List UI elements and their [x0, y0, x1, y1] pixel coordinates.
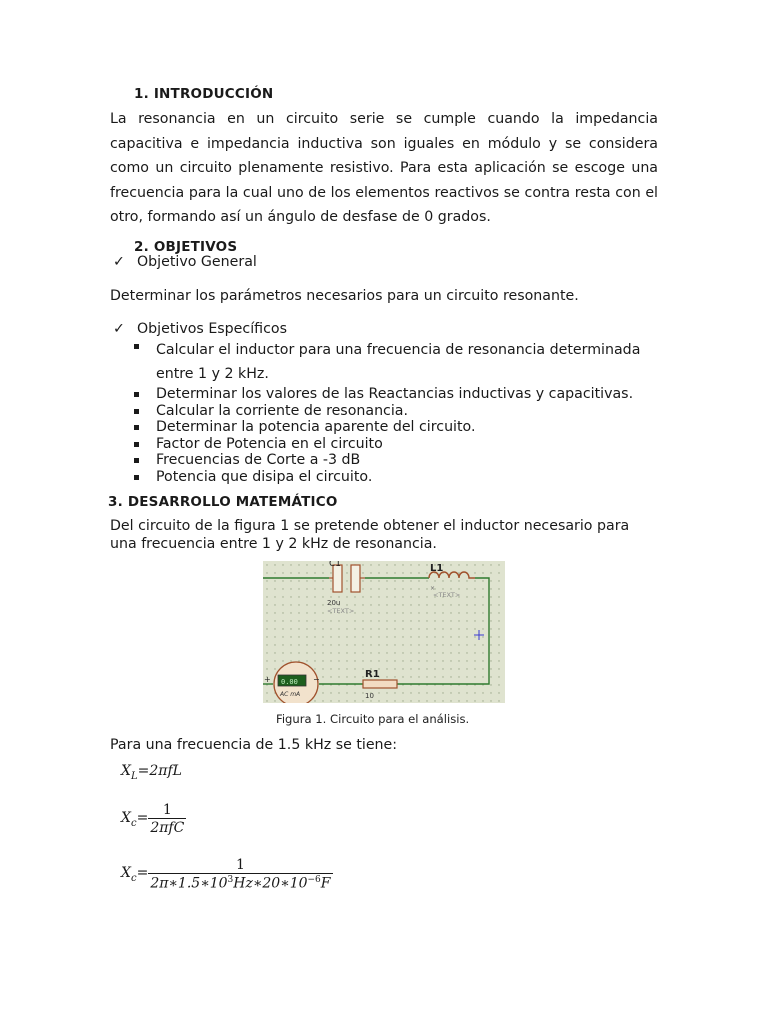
l1-text-placeholder: <TEXT>: [433, 591, 461, 599]
intro-line: frecuencia para la cual uno de los elementos reactivos se contra resta con el: [110, 184, 658, 201]
objective-specific-item: [113, 321, 287, 337]
resistor-body: [363, 680, 397, 688]
circuit-schematic: [263, 561, 505, 703]
bullet-icon: [134, 425, 139, 430]
frequency-text: Para una frecuencia de 1.5 kHz se tiene:: [110, 737, 398, 753]
bullet-icon: [134, 442, 139, 447]
bullet-icon: [134, 409, 139, 414]
intro-paragraph: [110, 107, 658, 230]
figure-caption: Figura 1. Circuito para el análisis.: [276, 712, 470, 726]
capacitor-plate-right: [351, 565, 360, 592]
development-text-line: una frecuencia entre 1 y 2 kHz de resonancia.: [110, 536, 437, 552]
c1-value: 20u: [327, 599, 341, 607]
ammeter-plus: +: [264, 675, 271, 684]
l1-label: L1: [430, 563, 444, 574]
check-mark-icon: ✓: [113, 254, 125, 270]
list-item: Determinar los valores de las Reactancias inductivas y capacitivas.: [116, 386, 656, 403]
ammeter-reading: 0.00: [281, 678, 298, 686]
l1-marker: ×: [430, 585, 436, 592]
ammeter-minus: −: [313, 675, 320, 684]
r1-value: 10: [365, 692, 374, 700]
section-heading-desarrollo: 3. DESARROLLO MATEMÁTICO: [108, 494, 338, 510]
section-heading-objetivos: 2. OBJETIVOS: [134, 239, 238, 255]
development-text-line: Del circuito de la figura 1 se pretende obtener el inductor necesario para: [110, 518, 630, 534]
objective-general-text: Determinar los parámetros necesarios para un circuito resonante.: [110, 288, 579, 304]
objective-general-label: Objetivo General: [137, 254, 257, 270]
list-item: Determinar la potencia aparente del circuito.: [116, 419, 656, 436]
list-item: Frecuencias de Corte a -3 dB: [116, 452, 656, 469]
equation-xl: $X_L=2\pi fL$: [121, 763, 182, 782]
intro-line: otro, formando así un ángulo de desfase de 0 grados.: [110, 209, 491, 225]
equation-xc: $X_c=$ $\frac{1}{\text{2πfC}}$: [121, 802, 185, 836]
ammeter-unit: AC mA: [280, 691, 301, 698]
list-item: Potencia que disipa el circuito.: [116, 469, 656, 486]
list-item: Calcular el inductor para una frecuencia de resonancia determinada entre 1 y 2 kHz.: [116, 338, 656, 386]
r1-label: R1: [365, 669, 380, 680]
intro-line: capacitiva e impedancia inductiva son iguales en módulo y se considera: [110, 135, 658, 152]
circuit-figure: [263, 561, 505, 703]
bullet-icon: [134, 475, 139, 480]
intro-line: como un circuito plenamente resistivo. Para esta aplicación se escoge una: [110, 160, 658, 176]
c1-text-placeholder: <TEXT>: [327, 607, 355, 615]
c1-label: C1: [329, 561, 342, 569]
bullet-icon: [134, 344, 139, 349]
section-heading-introduccion: 1. INTRODUCCIÓN: [134, 86, 274, 102]
capacitor-plate-left: [333, 565, 342, 592]
objective-general-item: [113, 254, 257, 270]
list-item: Calcular la corriente de resonancia.: [116, 403, 656, 420]
equation-xc-numeric: $X_c=$ $\frac{1}{2\pi∗1.5∗10^3Hz∗20∗10^{-6}F}$: [121, 857, 331, 892]
list-item: Factor de Potencia en el circuito: [116, 436, 656, 453]
objective-specific-label: Objetivos Específicos: [137, 321, 287, 337]
specific-objectives-list: [116, 338, 656, 486]
bullet-icon: [134, 392, 139, 397]
bullet-icon: [134, 458, 139, 463]
intro-line: La resonancia en un circuito serie se cumple cuando la impedancia: [110, 111, 658, 127]
check-mark-icon: ✓: [113, 321, 125, 337]
